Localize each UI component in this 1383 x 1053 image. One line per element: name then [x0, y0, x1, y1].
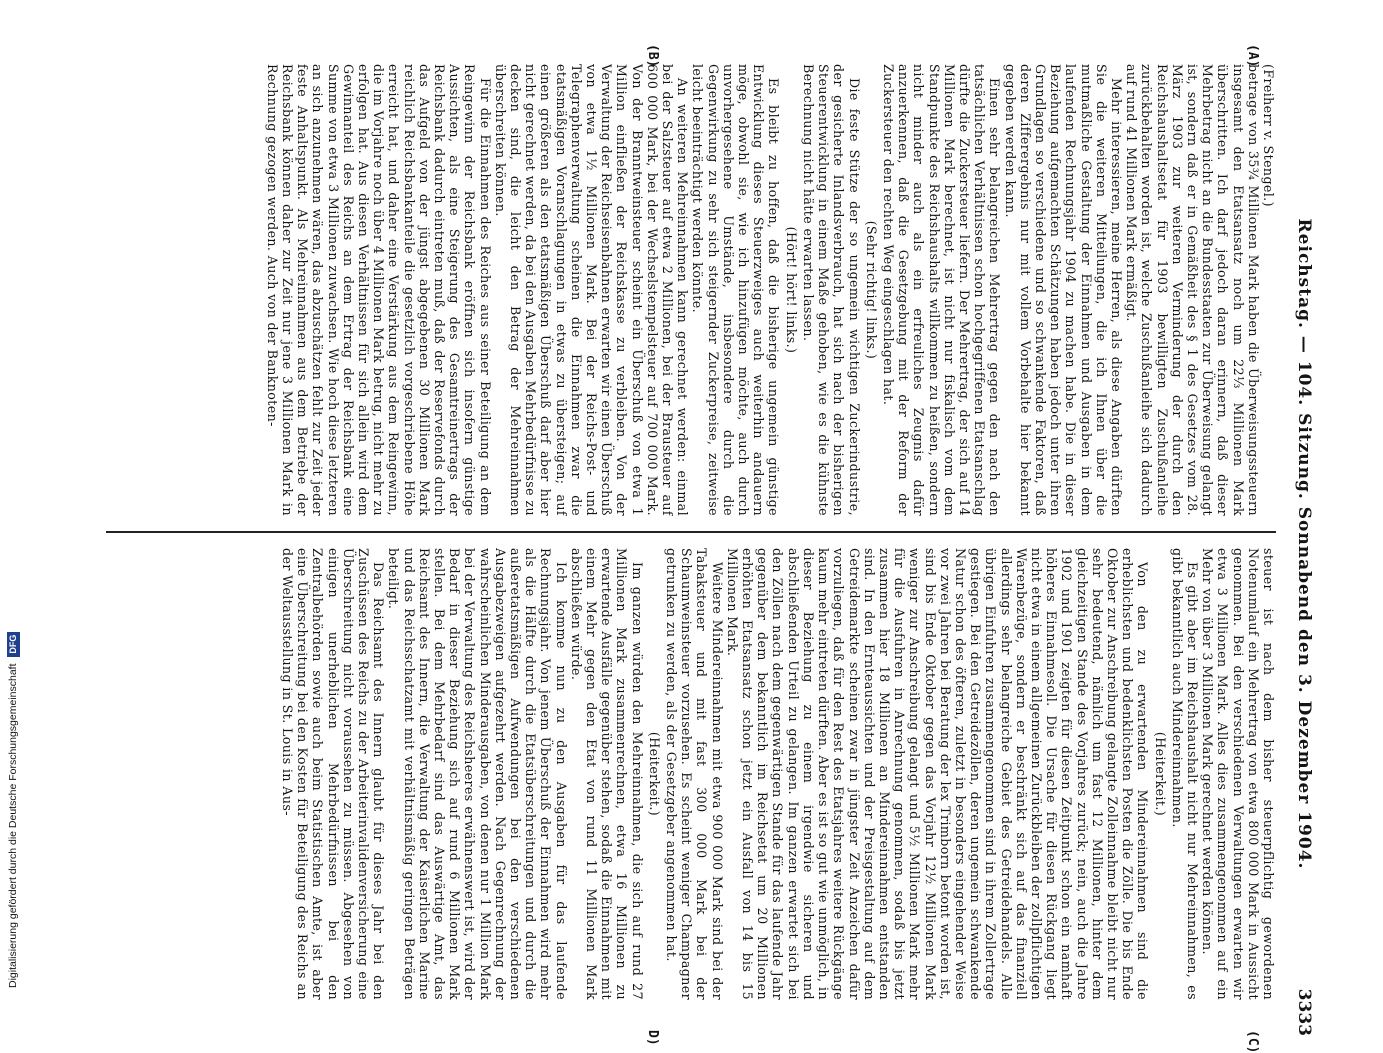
digitization-credit: [2, 0, 24, 1000]
digitization-credit-sidebar: [0, 0, 22, 1000]
right-column: [96, 548, 1276, 1000]
paragraph: Weitere Mindereinnahmen mit etwa 900 000 Mark sind bei der Tabaksteuer und mit fast 300 000 Mark bei der Schaumweinsteuer vorzusehen. Es scheint weniger Champagner getrunken zu werden, als der Gesetzgeber angenommen hat.: [664, 548, 725, 1000]
margin-marker-a: (A): [1245, 44, 1260, 68]
credit-text: Digitalisierung gefördert durch die Deutsche Forschungsgemeinschaft: [7, 663, 19, 988]
paragraph: Einen sehr belangreichen Mehrertrag gegen den nach den tatsächlichen Verhältnissen schon hochgegriffenen Etatsanschlag dürfte die Zuckersteuer liefern. Der Mehrertrag, der sich auf 14 Millionen Mark berechnet, ist nicht nur fiskalisch vom dem Standpunkte des Reichshaushalts willkommen zu heißen, sondern nicht minder auch als ein erfreuliches Zeugnis dafür anzuerkennen, daß die Gesetzgebung mit der Reform der Zuckersteuer den rechten Weg eingeschlagen hat.: [880, 64, 1003, 516]
left-column: [96, 64, 1276, 516]
paragraph: Es bleibt zu hoffen, daß die bisherige ungemein günstige Entwicklung dieses Steuerzweiges auch weiterhin andauern möge, obwohl sie, wie ich hinzufügen möchte, auch durch unvorhergesehene Umstände, insbesondere durch die Gegenwirkung zu sehr sich steigernder Zuckerpreise, zeitweise leicht beeinträchtigt werden könnte.: [690, 64, 782, 516]
margin-marker-d: D): [645, 1030, 660, 1046]
rotated-page: [80, 44, 1320, 1053]
paragraph: Die feste Stütze der so ungemein wichtigen Zuckerindustrie, der gesicherte Inlandsverbrauch, hat sich nach der bisherigen Steuerentwicklung in einem Maße gehoben, wie es die kühnste Berechnung nicht hätte erwarten lassen.: [800, 64, 862, 516]
paragraph: steuer ist nach dem bisher steuerpflichtig gewordenen Notenumlauf ein Mehrertrag von etwa 800 000 Mark in Aussicht genommen. Bei den verschiedenen Verwaltungen erwarten wir etwa 3 Millionen Mark. Alles dies zusammengenommen auf ein Mehr von über 3 Millionen Mark gerechnet werden können.: [1200, 548, 1276, 1000]
paragraph: Im ganzen würden den Mehreinnahmen, die sich auf rund 27 Millionen Mark zusammenrechnen, etwa 16 Millionen zu erwartende Ausfälle gegenüber stehen, sodaß die Einnahmen mit einem Mehr gegen den Etat von rund 11 Millionen Mark abschließen würde.: [568, 548, 645, 1000]
paragraph: Für die Einnahmen des Reiches aus seiner Beteiligung an dem Reingewinn der Reichsbank eröffnen sich insofern günstige Aussichten, als eine Steigerung des Gesamtreinertrags der Reichsbank dadurch eintreten muß, daß der Reservefonds durch das Aufgeld von der jüngst abgegebenen 30 Millionen Mark reichlich Reichsbankanteile die gesetzlich vorgeschriebene Höhe erreicht hat, und daher eine Verstärkung aus dem Reingewinn, die im Vorjahre noch über 4 Millionen Mark betrug, nicht mehr zu erfolgen hat. Aus diesen Verhältnissen für sich allein wird dem Gewinnanteil des Reichs an dem Ertrag der Reichsbank eine Summe von etwa 3 Millionen zuwachsen. Wie hoch diese letzteren an sich anzunehmen wären, das abzuschätzen fehlt zur Zeit jeder feste Anhaltspunkt. Als Mehreinnahmen aus dem Betriebe der Reichsbank können daher zur Zeit nur jene 3 Millionen Mark in Rechnung gezogen werden. Auch von der Banknoten-: [264, 64, 493, 516]
interjection: (Sehr richtig! links.): [863, 220, 879, 360]
dfg-logo: DFG: [7, 632, 20, 657]
margin-marker-c: (C): [1245, 1030, 1260, 1053]
speaker-label: (Freiherr v. Stengel.): [1261, 64, 1276, 207]
paragraph: Ich komme nun zu den Ausgaben für das laufende Rechnungsjahr. Von jenem Überschuß der Einnahmen wird mehr als die Hälfte durch die Etatsüberschreitungen und durch die außeretatsmäßigen Aufwendungen bei den verschiedenen Ausgabezweigen aufgezehrt werden. Nach Gegenrechnung der wahrscheinlichen Minderausgaben, von denen nur 1 Million Mark bei der Verwaltung des Reichsheeres erwähnenswert ist, wird der Bedarf in dieser Beziehung sich auf rund 6 Millionen Mark stellen. Bei dem Mehrbedarf sind das Auswärtige Amt, das Reichsamt des Innern, die Verwaltung der Kaiserlichen Marine und das Reichsschatzamt mit verhältnismäßig geringen Beträgen beteiligt.: [386, 548, 569, 1000]
column-divider: [106, 531, 1276, 533]
paragraph: betrage von 35¾ Millionen Mark haben die Überweisungssteuern insgesamt den Etatsansatz noch um 22⅓ Millionen Mark überschritten. Ich darf jedoch daran erinnern, daß dieser Mehrbetrag nicht an die Bundesstaaten zur Überweisung gelangt ist, sondern daß er in Gemäßheit des § 1 des Gesetzes vom 28. März 1903 zur weiteren Verminderung der durch den Reichshaushaltsetat für 1903 bewilligten Zuschußanleihe zurückbehalten worden ist, welche Zuschußanleihe sich dadurch auf rund 41 Millionen Mark ermäßigt.: [1124, 64, 1261, 516]
paragraph: Das Reichsamt des Innern glaubt für dieses Jahr bei den Zuschüssen des Reichs zu der Arbeiterinvalidenversicherung eine Überschreitung nicht voraussehen zu müssen. Abgesehen von einigen unerheblichen Mehrbedürfnissen bei den Zentralbehörden sowie auch beim Statistischen Amte, ist aber eine Überschreitung bei den Kosten für Beteiligung des Reichs an der Weltausstellung in St. Louis in Aus-: [280, 548, 387, 1000]
paragraph: An weiteren Mehreinnahmen kann gerechnet werden: einmal bei der Salzsteuer auf etwa 2 Millionen, bei der Brausteuer auf 600 000 Mark, bei der Wechselstempelsteuer auf 700 000 Mark. Von der Branntweinsteuer scheint ein Überschuß von etwa 1 Million einfließen der Reichskasse zu verbleiben. Von der Verwaltung der Reichseisenbahnen erwarten wir einen Überschuß von etwa 1½ Millionen Mark. Bei der Reichs-Post- und Telegraphenverwaltung scheinen die Einnahmen zwar die etatsmäßigen Voranschlagungen in etwas zu übersteigen; auf einen größeren als den etatsmäßigen Überschuß darf aber hier nicht gerechnet werden, da bei den Ausgaben Mehrbedürfnisse zu decken sind, die leicht den Betrag der Mehreinnahmen überschreiten können.: [492, 64, 691, 516]
paragraph: Mehr interessieren, meine Herren, als diese Angaben dürften Sie die weiteren Mitteilungen, die ich Ihnen über die mutmaßliche Gestaltung der Einnahmen und Ausgaben in dem laufenden Rechnungsjahr 1904 zu machen habe. Die in dieser Beziehung aufgemachten Schätzungen haben jedoch unter ihren Grundlagen so verschiedene und so schwankende Faktoren, daß deren Zifferergebnis nur mit vollem Vorbehalte hier bekannt gegeben werden kann.: [1002, 64, 1124, 516]
interjection: (Heiterkeit.): [646, 731, 662, 817]
paragraph: Von den zu erwartenden Mindereinnahmen sind die erheblichsten und bedenklichsten Posten die Zölle. Die bis Ende Oktober zur Anschreibung gelangte Zolleinnahme bleibt nicht nur sehr bedeutend, nämlich um fast 12 Millionen, hinter dem gleichzeitigen Stande des Vorjahres zurück; nein, auch die Jahre 1902 und 1901 zeigten für diesen Zeitpunkt schon ein namhaft höheres Einnahmesoll. Die Ursache für diesen Rückgang liegt nicht etwa in einem allgemeinen Zurückbleiben der zollpflichtigen Warenbezüge, sondern er beschränkt sich auf das finanziell allerdings sehr belangreiche Gebiet des Getreidehandels. Alle übrigen Einfuhren zusammengenommen sind in ihrem Zollertrage gestiegen. Bei den Getreidezöllen, deren ungemein schwankende Natur schon des öfteren, zuletzt in besonders eingehender Weise vor zwei Jahren bei Beratung der lex Trimborn betont worden ist, sind bis Ende Oktober gegen das Vorjahr 12½ Millionen Mark weniger zur Anschreibung gelangt und 5½ Millionen Mark mehr für die Ausfuhren in Anrechnung genommen, sodaß bis jetzt zusammen hier 18 Millionen an Mindereinnahmen entstanden sind. In den Ernteaussichten und der Preisgestaltung auf dem Getreidemarkte scheinen zwar in jüngster Zeit Anzeichen dafür vorzuliegen, daß für den Rest des Etatsjahres weitere Rückgänge kaum mehr eintreten dürften. Aber es ist so gut wie unmöglich, in dieser Beziehung zu einem irgendwie sicheren und abschließenden Urteil zu gelangen. Im ganzen erwartet sich bei den Zöllen nach dem gegenwärtigen Stande für das laufende Jahr gegenüber dem bekanntlich im Reichsetat um 20 Millionen erhöhten Etatsansatz schon jetzt ein Ausfall von 14 bis 15 Millionen Mark.: [724, 548, 1151, 1000]
interjection: (Heiterkeit.): [1152, 731, 1168, 817]
page-number: 3333: [1294, 988, 1314, 1036]
interjection: (Hört! hört! links.): [783, 226, 799, 354]
page-header: [1282, 44, 1320, 1044]
paragraph: Es gibt aber im Reichshaushalt nicht nur Mehreinnahmen, es gibt bekanntlich auch Mindereinnahmen.: [1169, 548, 1200, 1000]
page-title: Reichstag. — 104. Sitzung. Sonnabend den 3. Dezember 1904.: [1294, 218, 1314, 870]
margin-marker-b: (B): [645, 44, 660, 68]
